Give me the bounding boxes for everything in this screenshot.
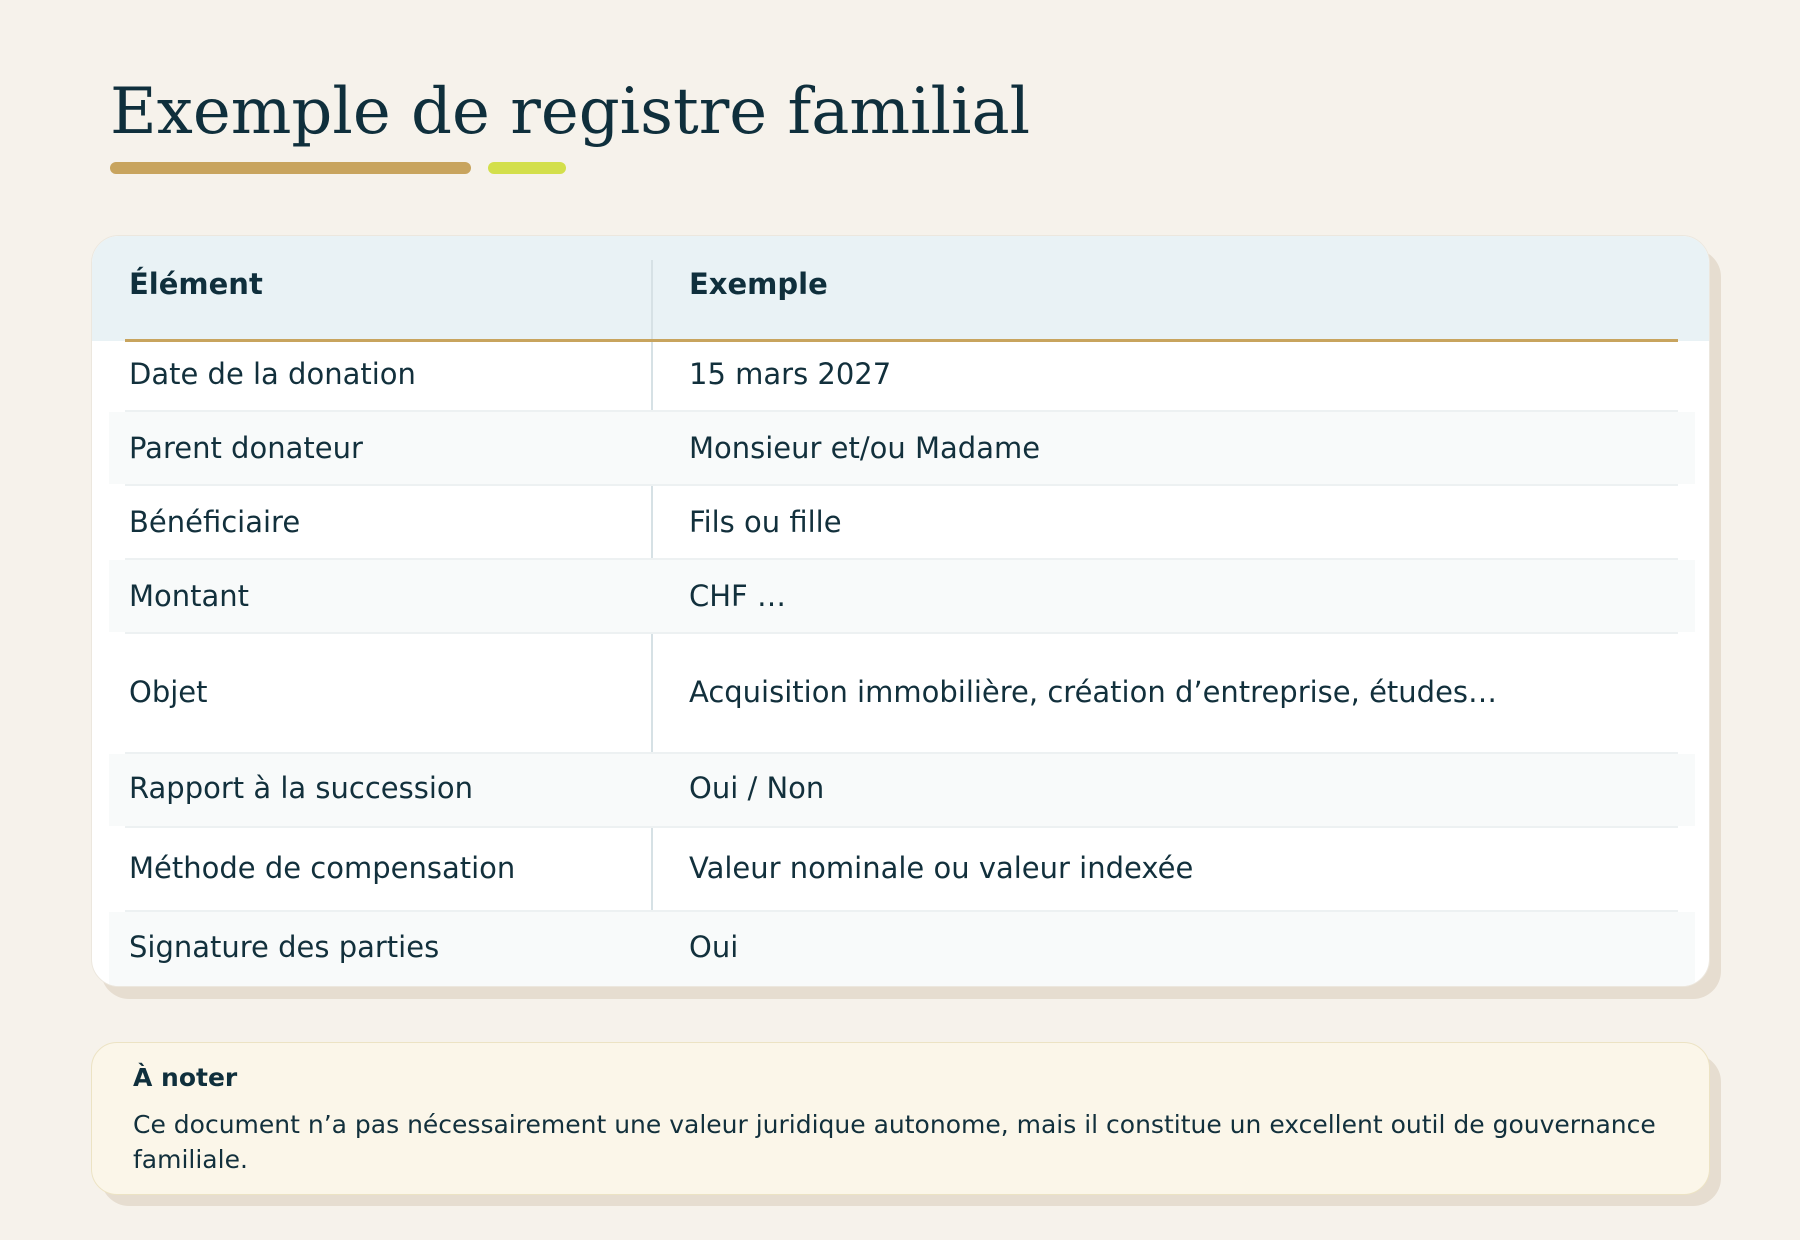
cell-example: Fils ou fille xyxy=(689,505,842,539)
cell-example: Valeur nominale ou valeur indexée xyxy=(689,851,1194,885)
cell-example: Oui / Non xyxy=(689,771,825,805)
column-divider xyxy=(651,486,653,558)
header-rule xyxy=(125,339,1678,342)
cell-example: Oui xyxy=(689,930,739,964)
table-row xyxy=(109,560,1695,632)
cell-element: Bénéficiaire xyxy=(129,505,301,539)
row-separator xyxy=(125,826,1678,828)
cell-element: Objet xyxy=(129,675,208,709)
column-divider xyxy=(651,342,653,410)
header-element: Élément xyxy=(129,267,263,301)
column-divider xyxy=(651,634,653,752)
cell-example: Acquisition immobilière, création d’entreprise, études… xyxy=(689,675,1498,709)
page-title: Exemple de registre familial xyxy=(110,75,1031,149)
cell-element: Date de la donation xyxy=(129,357,416,391)
header-example: Exemple xyxy=(689,267,828,301)
cell-example: CHF … xyxy=(689,579,786,613)
header-column-divider xyxy=(651,260,653,341)
row-separator xyxy=(125,632,1678,634)
table-header xyxy=(92,236,1709,341)
note-text: Ce document n’a pas nécessairement une valeur juridique autonome, mais il constitue un excellent outil de gouvernance familiale. xyxy=(133,1110,1656,1174)
cell-example: Monsieur et/ou Madame xyxy=(689,431,1041,465)
row-separator xyxy=(125,484,1678,486)
note-box xyxy=(91,1042,1710,1195)
title-underline-lime xyxy=(488,162,566,174)
cell-example: 15 mars 2027 xyxy=(689,357,892,391)
cell-element: Méthode de compensation xyxy=(129,851,516,885)
cell-element: Signature des parties xyxy=(129,930,440,964)
note-title: À noter xyxy=(133,1063,238,1092)
cell-element: Rapport à la succession xyxy=(129,771,474,805)
column-divider xyxy=(651,828,653,910)
title-underline-gold xyxy=(110,162,471,174)
cell-element: Montant xyxy=(129,579,250,613)
register-table xyxy=(91,235,1710,987)
cell-element: Parent donateur xyxy=(129,431,363,465)
